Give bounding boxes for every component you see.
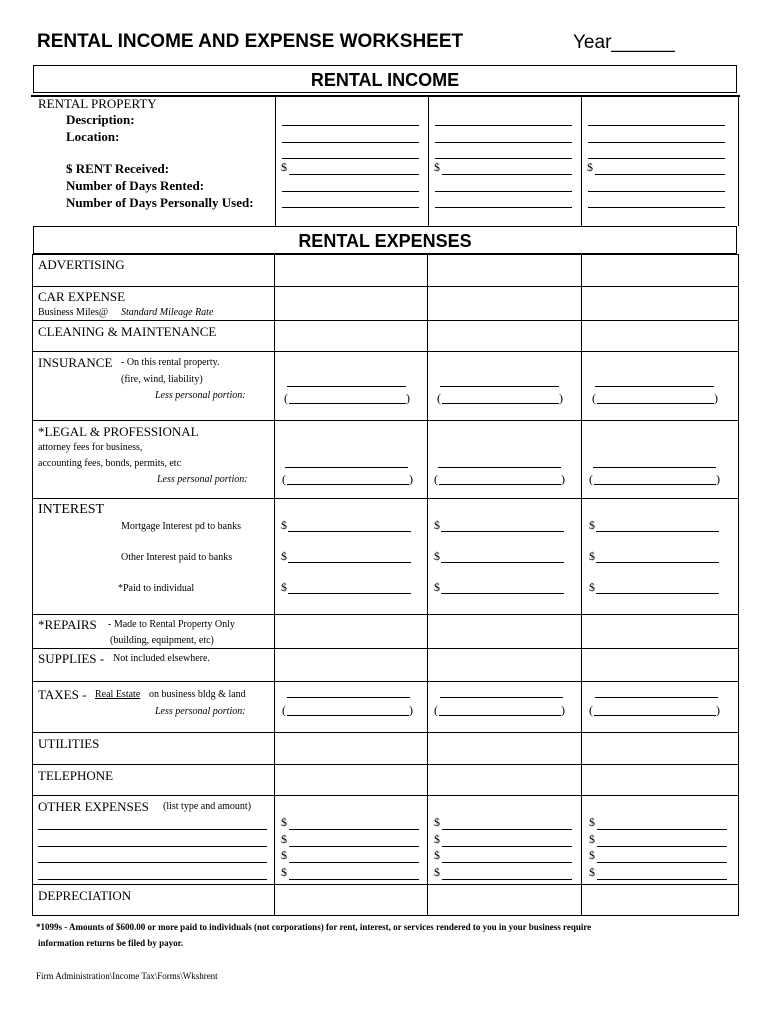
dollar-sign: $: [281, 848, 287, 862]
legal-sub-1: attorney fees for business,: [38, 442, 143, 453]
dollar-sign: $: [589, 848, 595, 862]
taxes-personal-input[interactable]: [439, 715, 561, 716]
open-paren: (: [434, 472, 438, 486]
dollar-sign: $: [589, 865, 595, 879]
description-input[interactable]: [435, 125, 572, 126]
description-input[interactable]: [282, 125, 419, 126]
open-paren: (: [592, 391, 596, 405]
days-rented-input[interactable]: [282, 191, 419, 192]
insurance-amount-input[interactable]: [440, 386, 559, 387]
cleaning-label: CLEANING & MAINTENANCE: [38, 324, 217, 339]
other-expense-type-input[interactable]: [38, 879, 267, 880]
taxes-amount-input[interactable]: [440, 697, 563, 698]
row-rule: [32, 884, 739, 885]
individual-interest-input[interactable]: [596, 593, 719, 594]
description-label: Description:: [66, 112, 135, 127]
insurance-personal-input[interactable]: [289, 403, 406, 404]
expense-divider-1: [274, 254, 275, 916]
dollar-sign: $: [434, 160, 440, 174]
location-input[interactable]: [282, 158, 419, 159]
footnote-line-2: information returns be filed by payor.: [38, 938, 184, 948]
legal-label: *LEGAL & PROFESSIONAL: [38, 424, 199, 439]
row-rule: [32, 498, 739, 499]
dollar-sign: $: [434, 815, 440, 829]
mortgage-interest-input[interactable]: [288, 531, 411, 532]
taxes-real-estate: Real Estate: [95, 689, 141, 700]
insurance-amount-input[interactable]: [595, 386, 714, 387]
description-input[interactable]: [588, 125, 725, 126]
legal-sub-2: accounting fees, bonds, permits, etc: [38, 458, 182, 469]
legal-amount-input[interactable]: [593, 467, 716, 468]
other-expense-amount-input[interactable]: [442, 862, 572, 863]
location-input[interactable]: [588, 142, 725, 143]
other-expense-type-input[interactable]: [38, 862, 267, 863]
insurance-amount-input[interactable]: [287, 386, 406, 387]
dollar-sign: $: [281, 160, 287, 174]
legal-personal-input[interactable]: [287, 484, 409, 485]
footer-path: Firm Administration\Income Tax\Forms\Wkshrent: [36, 971, 218, 981]
rent-received-input[interactable]: [442, 174, 572, 175]
income-divider-2: [428, 95, 429, 226]
insurance-sub: - On this rental property.: [121, 357, 220, 368]
days-personal-input[interactable]: [282, 207, 419, 208]
dollar-sign: $: [281, 865, 287, 879]
insurance-less-personal: Less personal portion:: [155, 390, 246, 401]
expense-divider-2: [427, 254, 428, 916]
days-rented-input[interactable]: [588, 191, 725, 192]
open-paren: (: [284, 391, 288, 405]
repairs-label: *REPAIRS: [38, 617, 97, 632]
days-rented-input[interactable]: [435, 191, 572, 192]
supplies-label: SUPPLIES -: [38, 651, 105, 666]
close-paren: ): [559, 391, 563, 405]
row-rule: [32, 795, 739, 796]
legal-less-personal: Less personal portion:: [157, 474, 248, 485]
row-rule: [32, 286, 739, 287]
interest-label: INTEREST: [38, 502, 105, 517]
other-expense-amount-input[interactable]: [442, 829, 572, 830]
footnote-line-1: *1099s - Amounts of $600.00 or more paid to individuals (not corporations) for rent, interest, or services rendered to you in your business require: [36, 922, 592, 932]
close-paren: ): [406, 391, 410, 405]
supplies-sub: Not included elsewhere.: [113, 653, 210, 664]
dollar-sign: $: [434, 549, 440, 563]
taxes-label: TAXES -: [38, 687, 87, 702]
taxes-amount-input[interactable]: [287, 697, 410, 698]
taxes-personal-input[interactable]: [287, 715, 409, 716]
row-rule: [32, 764, 739, 765]
rent-received-input[interactable]: [595, 174, 725, 175]
taxes-personal-input[interactable]: [594, 715, 716, 716]
taxes-less-personal: Less personal portion:: [155, 706, 246, 717]
other-interest-input[interactable]: [596, 562, 719, 563]
individual-interest-input[interactable]: [441, 593, 564, 594]
rental-income-heading-box: [33, 65, 737, 93]
open-paren: (: [589, 703, 593, 717]
legal-amount-input[interactable]: [285, 467, 408, 468]
dollar-sign: $: [281, 832, 287, 846]
dollar-sign: $: [434, 580, 440, 594]
dollar-sign: $: [587, 160, 593, 174]
dollar-sign: $: [281, 815, 287, 829]
rental-expenses-heading-box: [33, 226, 737, 254]
insurance-label: INSURANCE: [38, 355, 113, 370]
other-expense-amount-input[interactable]: [442, 846, 572, 847]
utilities-label: UTILITIES: [38, 736, 100, 751]
dollar-sign: $: [589, 518, 595, 532]
other-expense-amount-input[interactable]: [289, 862, 419, 863]
other-expense-amount-input[interactable]: [597, 879, 727, 880]
other-expense-type-input[interactable]: [38, 829, 267, 830]
open-paren: (: [282, 703, 286, 717]
repairs-sub: - Made to Rental Property Only: [108, 619, 235, 630]
days-personal-input[interactable]: [435, 207, 572, 208]
individual-interest-input[interactable]: [288, 593, 411, 594]
car-expense-rate: Standard Mileage Rate: [121, 307, 214, 318]
insurance-personal-input[interactable]: [597, 403, 714, 404]
rental-property-label: RENTAL PROPERTY: [38, 96, 157, 111]
close-paren: ): [714, 391, 718, 405]
open-paren: (: [589, 472, 593, 486]
expense-divider-3: [581, 254, 582, 916]
row-rule: [32, 681, 739, 682]
close-paren: ): [409, 703, 413, 717]
close-paren: ): [409, 472, 413, 486]
dollar-sign: $: [434, 832, 440, 846]
other-expense-amount-input[interactable]: [597, 862, 727, 863]
dollar-sign: $: [589, 549, 595, 563]
legal-personal-input[interactable]: [439, 484, 561, 485]
mortgage-interest-input[interactable]: [596, 531, 719, 532]
location-input[interactable]: [588, 158, 725, 159]
interest-mortgage-label: Mortgage Interest pd to banks: [121, 521, 241, 532]
advertising-label: ADVERTISING: [38, 257, 125, 272]
rent-received-input[interactable]: [289, 174, 419, 175]
dollar-sign: $: [589, 580, 595, 594]
open-paren: (: [282, 472, 286, 486]
dollar-sign: $: [281, 580, 287, 594]
other-interest-input[interactable]: [441, 562, 564, 563]
close-paren: ): [716, 703, 720, 717]
days-personal-label: Number of Days Personally Used:: [66, 195, 254, 210]
location-input[interactable]: [435, 158, 572, 159]
other-expense-amount-input[interactable]: [289, 829, 419, 830]
close-paren: ): [561, 703, 565, 717]
worksheet-title: RENTAL INCOME AND EXPENSE WORKSHEET: [37, 31, 464, 52]
row-rule: [32, 320, 739, 321]
taxes-amount-input[interactable]: [595, 697, 718, 698]
dollar-sign: $: [589, 832, 595, 846]
other-expense-amount-input[interactable]: [597, 846, 727, 847]
other-expenses-sub: (list type and amount): [163, 801, 252, 812]
days-rented-label: Number of Days Rented:: [66, 178, 205, 193]
insurance-coverage: (fire, wind, liability): [121, 374, 203, 385]
row-rule: [32, 614, 739, 615]
expenses-top-rule: [32, 254, 739, 255]
row-rule: [32, 420, 739, 421]
open-paren: (: [437, 391, 441, 405]
row-rule: [32, 351, 739, 352]
interest-other-label: Other Interest paid to banks: [121, 552, 233, 563]
dollar-sign: $: [281, 518, 287, 532]
row-rule: [32, 732, 739, 733]
other-expense-amount-input[interactable]: [442, 879, 572, 880]
other-expense-amount-input[interactable]: [289, 879, 419, 880]
depreciation-label: DEPRECIATION: [38, 888, 132, 903]
rent-received-label: $ RENT Received:: [66, 161, 170, 176]
dollar-sign: $: [434, 848, 440, 862]
other-expense-amount-input[interactable]: [289, 846, 419, 847]
days-personal-input[interactable]: [588, 207, 725, 208]
other-interest-input[interactable]: [288, 562, 411, 563]
insurance-personal-input[interactable]: [442, 403, 559, 404]
taxes-sub: on business bldg & land: [149, 689, 246, 700]
location-input[interactable]: [282, 142, 419, 143]
dollar-sign: $: [281, 549, 287, 563]
close-paren: ): [561, 472, 565, 486]
other-expenses-label: OTHER EXPENSES: [38, 799, 149, 814]
telephone-label: TELEPHONE: [38, 768, 114, 783]
dollar-sign: $: [434, 518, 440, 532]
legal-amount-input[interactable]: [438, 467, 561, 468]
income-right-border: [738, 95, 739, 226]
other-expense-amount-input[interactable]: [597, 829, 727, 830]
interest-individual-label: *Paid to individual: [118, 583, 195, 594]
location-input[interactable]: [435, 142, 572, 143]
other-expense-type-input[interactable]: [38, 846, 267, 847]
income-divider-1: [275, 95, 276, 226]
close-paren: ): [716, 472, 720, 486]
income-divider-3: [581, 95, 582, 226]
dollar-sign: $: [434, 865, 440, 879]
location-label: Location:: [66, 129, 120, 144]
mortgage-interest-input[interactable]: [441, 531, 564, 532]
legal-personal-input[interactable]: [594, 484, 716, 485]
rental-income-heading: RENTAL INCOME: [310, 70, 460, 90]
year-field[interactable]: Year______: [573, 32, 675, 53]
dollar-sign: $: [589, 815, 595, 829]
row-rule: [32, 648, 739, 649]
rental-expenses-heading: RENTAL EXPENSES: [298, 231, 472, 251]
car-expense-label: CAR EXPENSE: [38, 289, 126, 304]
open-paren: (: [434, 703, 438, 717]
repairs-sub-2: (building, equipment, etc): [110, 635, 214, 646]
car-expense-miles: Business Miles@: [38, 307, 109, 318]
